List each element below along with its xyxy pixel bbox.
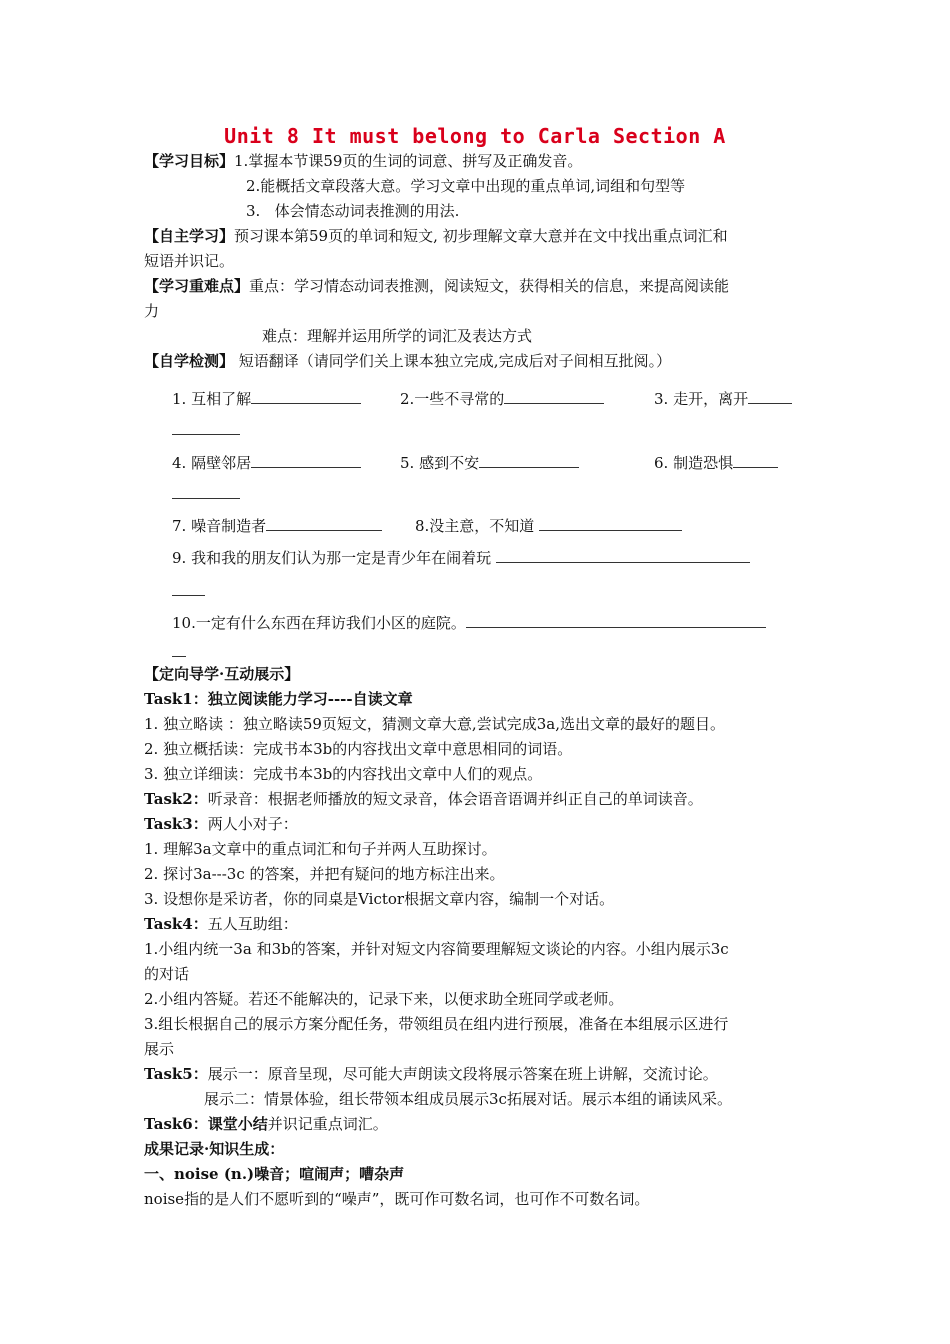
key-points-line-2: 力: [144, 302, 160, 320]
objective-1: 1.掌握本节课59页的生词的词意、拼写及正确发音。: [234, 152, 583, 170]
task2-text: 听录音：根据老师播放的短文录音，体会语音语调并纠正自己的单词读音。: [207, 790, 703, 808]
task3-step-3: 3. 设想你是采访者，你的同桌是Victor根据文章内容，编制一个对话。: [144, 890, 615, 908]
self-study-label: 【自主学习】: [144, 227, 235, 245]
guide-heading: 【定向导学·互动展示】: [144, 665, 300, 683]
task4-label: Task4：: [144, 915, 208, 933]
task4-row: [144, 914, 298, 934]
check-item-3: 3. 走开，离开: [654, 388, 792, 409]
task3-row: [144, 814, 298, 834]
task6-bold-text: 课堂小结: [207, 1115, 268, 1133]
task5-line-2: 展示二：情景体验，组长带领本组成员展示3c拓展对话。展示本组的诵读风采。: [204, 1090, 732, 1108]
task1-step-3: 3. 独立详细读：完成书本3b的内容找出文章中人们的观点。: [144, 765, 543, 783]
key-points-line-1: 重点：学习情态动词表推测，阅读短文，获得相关的信息，来提高阅读能: [249, 277, 730, 295]
task4-step-3: 3.组长根据自己的展示方案分配任务，带领组员在组内进行预展，准备在本组展示区进行: [144, 1015, 729, 1033]
task6-row: [144, 1114, 388, 1134]
task2-row: [144, 789, 703, 809]
objective-3: 3. 体会情态动词表推测的用法.: [246, 202, 460, 220]
check-item-9: 9. 我和我的朋友们认为那一定是青少年在闹着玩: [172, 547, 750, 568]
answer-line[interactable]: [172, 498, 240, 499]
task4-step-3-cont: 展示: [144, 1040, 175, 1058]
self-study-line-2: 短语并识记。: [144, 252, 235, 270]
check-item-2: 2.一些不寻常的: [400, 388, 604, 409]
self-check-row: [144, 351, 671, 371]
task6-text: 并识记重点词汇。: [267, 1115, 388, 1133]
task5-line-1: 展示一：原音呈现，尽可能大声朗读文段将展示答案在班上讲解，交流讨论。: [207, 1065, 718, 1083]
task5-label: Task5：: [144, 1065, 208, 1083]
check-item-10: 10.一定有什么东西在拜访我们小区的庭院。: [172, 612, 766, 633]
check-item-8: 8.没主意，不知道: [415, 515, 682, 536]
self-check-instruction: 短语翻译（请同学们关上课本独立完成,完成后对子间相互批阅。）: [238, 352, 672, 370]
task3-text: 两人小对子：: [207, 815, 298, 833]
task4-step-1: 1.小组内统一3a 和3b的答案，并针对短文内容简要理解短文谈论的内容。小组内展示3c: [144, 940, 729, 958]
answer-line[interactable]: [172, 595, 205, 596]
key-points-line-3: 难点：理解并运用所学的词汇及表达方式: [262, 327, 533, 345]
task3-step-1: 1. 理解3a文章中的重点词汇和句子并两人互助探讨。: [144, 840, 497, 858]
objectives-row: [144, 151, 582, 171]
check-item-4: 4. 隔壁邻居: [172, 452, 361, 473]
objective-2: 2.能概括文章段落大意。学习文章中出现的重点单词,词组和句型等: [246, 177, 686, 195]
task5-row: [144, 1064, 718, 1084]
task4-step-1-cont: 的对话: [144, 965, 190, 983]
task1-step-2: 2. 独立概括读：完成书本3b的内容找出文章中意思相同的词语。: [144, 740, 573, 758]
check-item-1: 1. 互相了解: [172, 388, 361, 409]
self-study-line-1: 预习课本第59页的单词和短文, 初步理解文章大意并在文中找出重点词汇和: [234, 227, 728, 245]
task4-text: 五人互助组：: [207, 915, 298, 933]
answer-line[interactable]: [172, 434, 240, 435]
check-item-6: 6. 制造恐惧: [654, 452, 778, 473]
document-title: Unit 8 It must belong to Carla Section A: [224, 124, 726, 148]
results-subheading: 一、noise (n.)噪音；喧闹声；嘈杂声: [144, 1165, 405, 1183]
task3-label: Task3：: [144, 815, 208, 833]
key-points-row: [144, 276, 729, 296]
key-points-label: 【学习重难点】: [144, 277, 250, 295]
task6-label: Task6：: [144, 1115, 208, 1133]
results-heading: 成果记录·知识生成：: [144, 1140, 285, 1158]
answer-line[interactable]: [172, 656, 186, 657]
task4-step-2: 2.小组内答疑。若还不能解决的，记录下来，以便求助全班同学或老师。: [144, 990, 624, 1008]
self-study-row: [144, 226, 728, 246]
task3-step-2: 2. 探讨3a---3c 的答案，并把有疑问的地方标注出来。: [144, 865, 505, 883]
check-item-7: 7. 噪音制造者: [172, 515, 382, 536]
self-check-label: 【自学检测】: [144, 352, 235, 370]
task1-step-1: 1. 独立略读 ：独立略读59页短文，猜测文章大意,尝试完成3a,选出文章的最好的题目。: [144, 715, 725, 733]
check-item-5: 5. 感到不安: [400, 452, 579, 473]
objectives-label: 【学习目标】: [144, 152, 235, 170]
task1-label: Task1：独立阅读能力学习----自读文章: [144, 690, 413, 708]
results-text: noise指的是人们不愿听到的“噪声”，既可作可数名词，也可作不可数名词。: [144, 1190, 650, 1208]
task2-label: Task2：: [144, 790, 208, 808]
